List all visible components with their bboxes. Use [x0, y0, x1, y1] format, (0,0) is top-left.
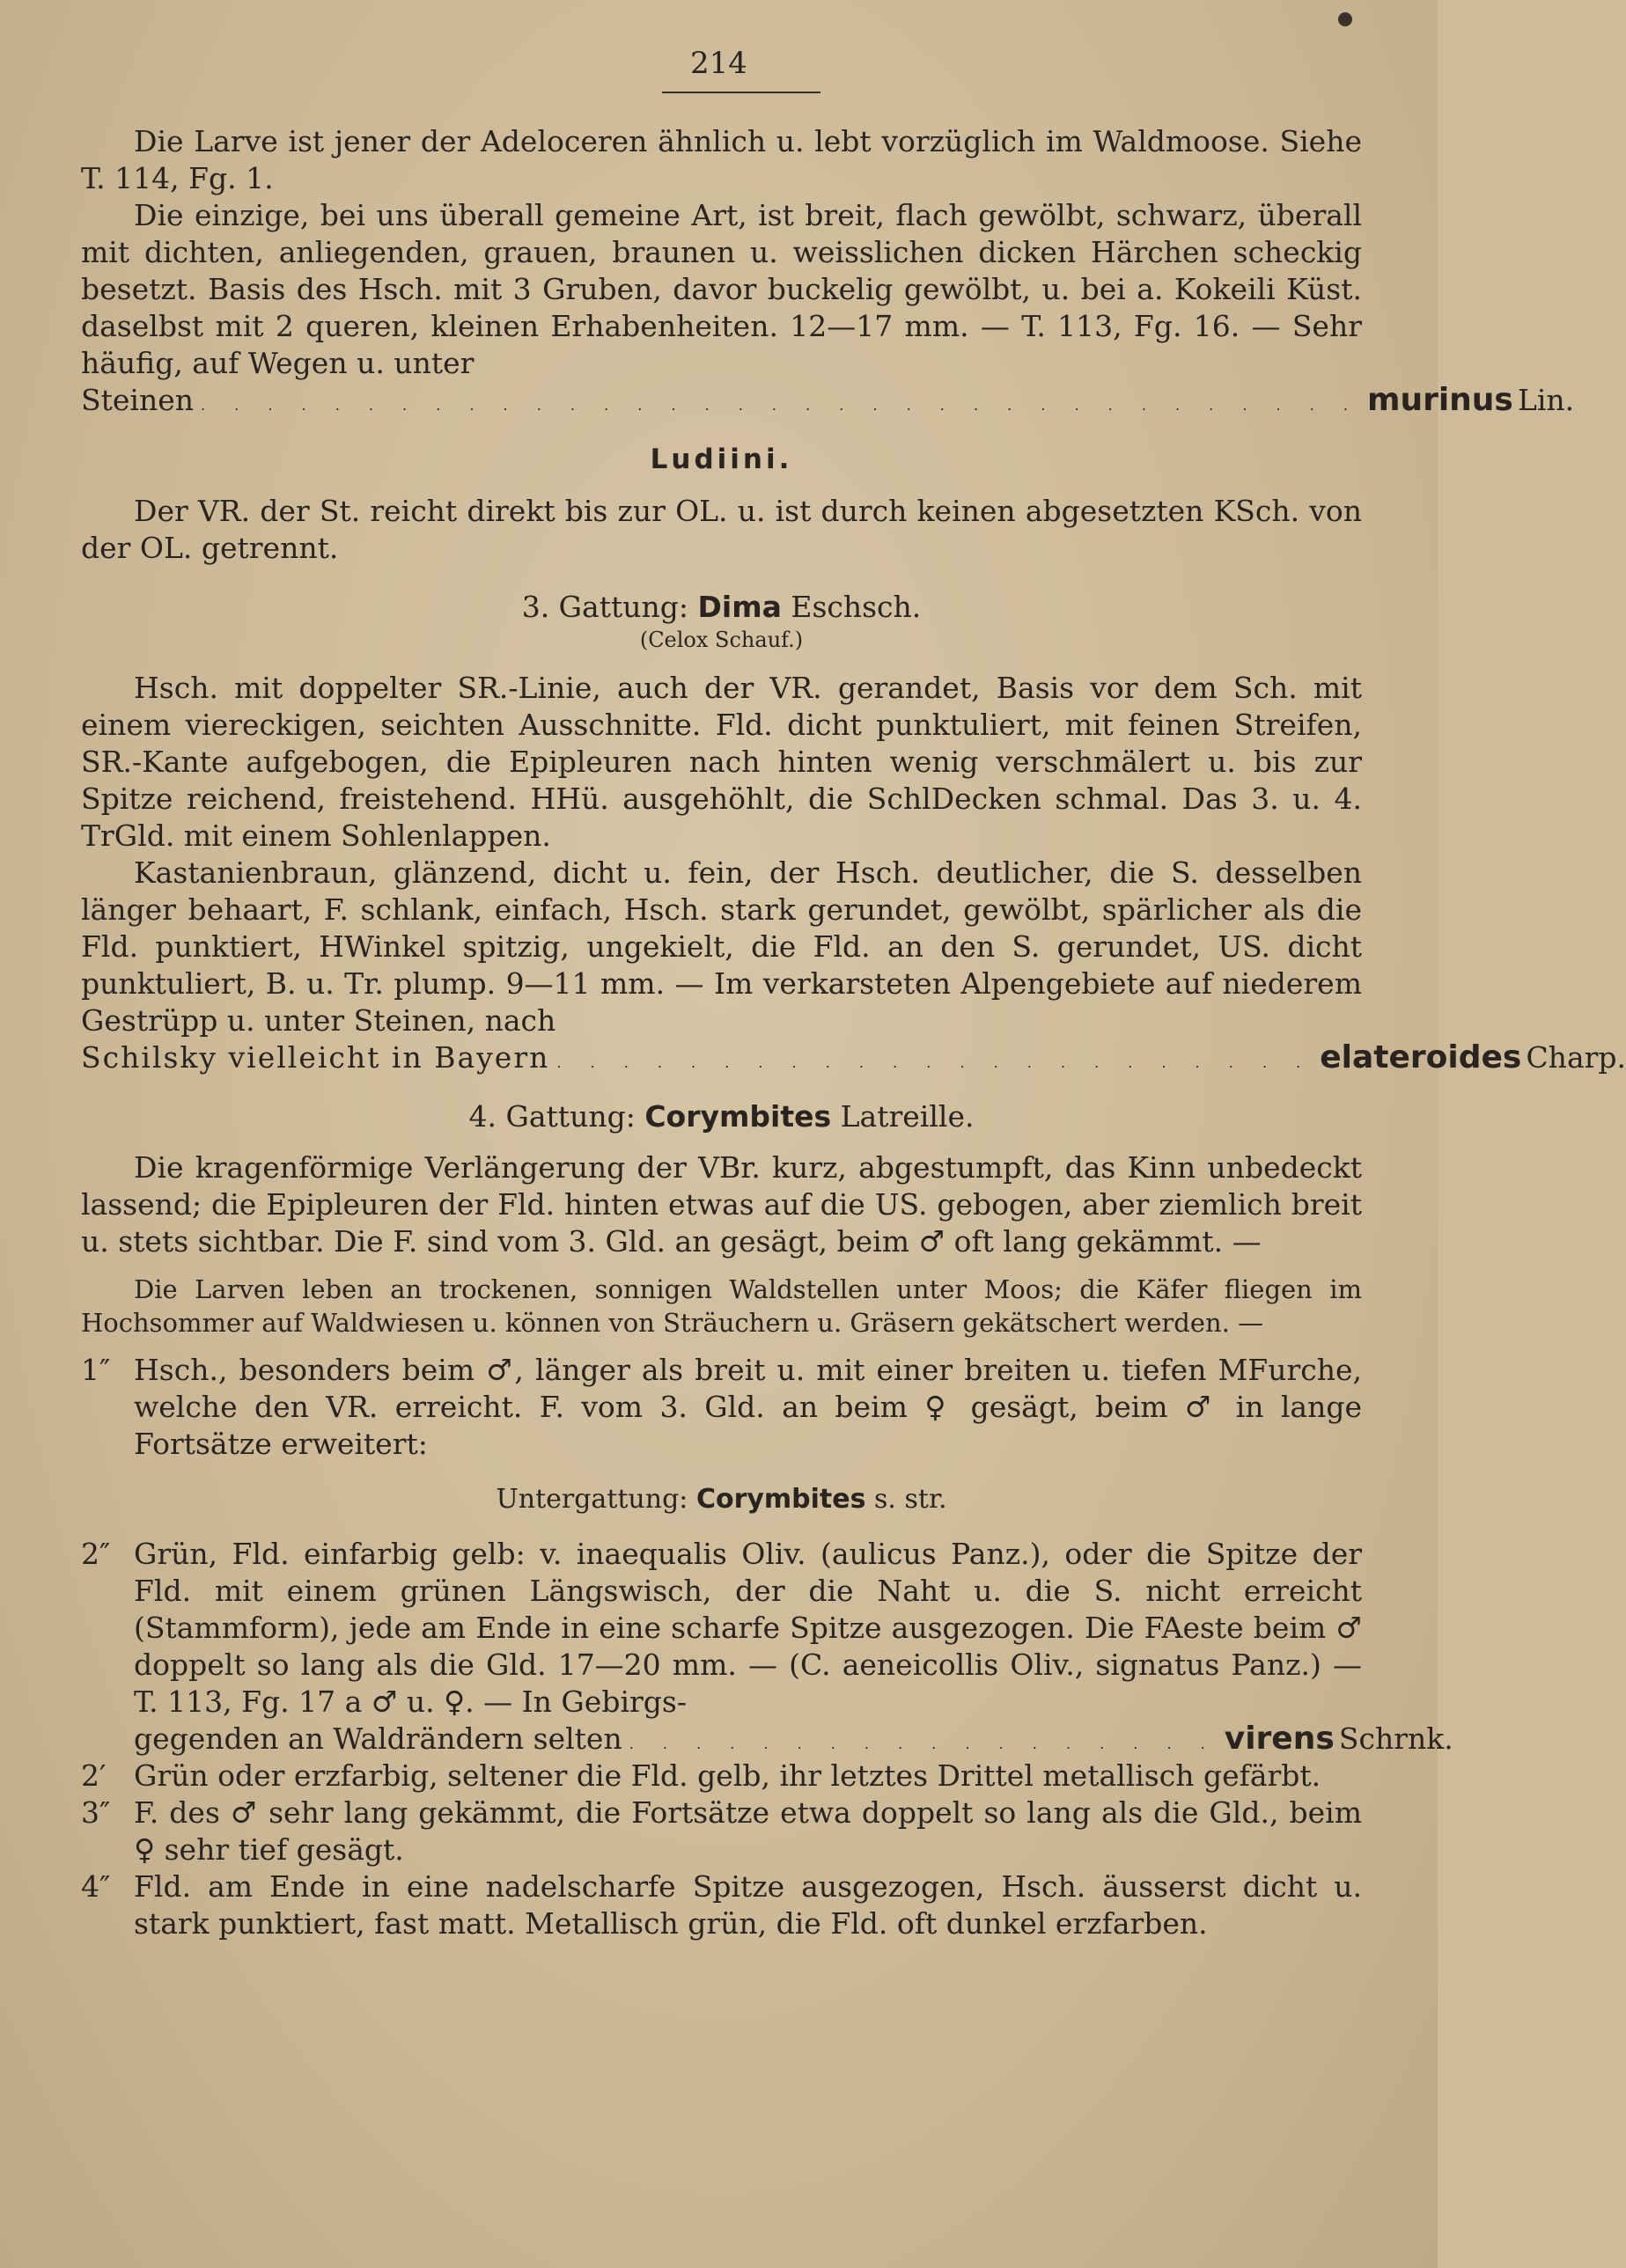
couplet-number: 2′ — [81, 1758, 107, 1793]
key-couplet-2 — [81, 1536, 1453, 1758]
couplet-text: Grün, Fld. einfarbig gelb: v. inaequalis Oliv. (aulicus Panz.), oder die Spitze der Fld. mit einem grünen Längswisch, der die Naht u. die S. nicht erreicht (Stammform), jede am Ende in eine scharfe Spitze ausgezogen. Die FAeste beim ♂ doppelt so lang als die Gld. 17—20 mm. — (C. aeneicollis Oliv., signatus Panz.) — T. 113, Fg. 17 a ♂ u. ♀. — In Gebirgs- — [134, 1537, 1362, 1719]
paragraph-description: Die einzige, bei uns überall gemeine Art, ist breit, flach gewölbt, schwarz, überall mit dichten, anliegenden, grauen, braunen u. weisslichen dicken Härchen scheckig besetzt. Basis des Hsch. mit 3 Gruben, davor buckelig gewölbt, u. bei a. Kokeili Küst. daselbst mit 2 queren, kleinen Erhabenheiten. 12—17 mm. — T. 113, Fg. 16. — Sehr häufig, auf Wegen u. unter — [81, 198, 1362, 380]
genus-author: Eschsch. — [791, 590, 922, 624]
leader-dots: . . . . . . . . . . . . . . . . . . . . . . . — [556, 1054, 1313, 1071]
key-couplet-3 — [81, 1795, 1362, 1868]
species-line-elateroides — [81, 1039, 1626, 1076]
paragraph-genus-dima: Hsch. mit doppelter SR.-Linie, auch der VR. gerandet, Basis vor dem Sch. mit einem viereckigen, seichten Ausschnitte. Fld. dicht punktuliert, mit feinen Streifen, SR.-Kante aufgebogen, die Epipleuren nach hinten wenig verschmälert u. bis zur Spitze reichend, freistehend. HHü. ausgehöhlt, die SchlDecken schmal. Das 3. u. 4. TrGld. mit einem Sohlenlappen. — [81, 671, 1362, 853]
leader-dots: . . . . . . . . . . . . . . . . . . — [629, 1736, 1218, 1752]
subgenus-prefix: Untergattung: — [496, 1484, 688, 1515]
paragraph-genus-corymbites: Die kragenförmige Verlängerung der VBr. kurz, abgestumpft, das Kinn unbedeckt lassend; die Epipleuren der Fld. hinten etwas auf die US. gebogen, aber ziemlich breit u. stets sichtbar. Die F. sind vom 3. Gld. an gesägt, beim ♂ oft lang gekämmt. — — [81, 1150, 1362, 1259]
couplet-text: Fld. am Ende in eine nadelscharfe Spitze ausgezogen, Hsch. äusserst dicht u. stark punktiert, fast matt. Metallisch grün, die Fld. oft dunkel erzfarben. — [134, 1869, 1362, 1941]
text-column — [81, 123, 1626, 1942]
species-line-murinus — [81, 382, 1575, 419]
couplet-number: 4″ — [81, 1869, 111, 1904]
genus-author: Latreille. — [840, 1099, 975, 1134]
genus-prefix: 3. Gattung: — [521, 590, 688, 624]
couplet-text: Hsch., besonders beim ♂, länger als breit u. mit einer breiten u. tiefen MFurche, welche den VR. erreicht. F. vom 3. Gld. an beim ♀ gesägt, beim ♂ in lange Fortsätze erweitert: — [134, 1353, 1362, 1461]
subgenus-name: Corymbites — [695, 1484, 866, 1515]
species-name: murinus — [1366, 382, 1513, 418]
couplet-number: 2″ — [81, 1537, 111, 1571]
species-name: virens — [1224, 1721, 1335, 1757]
paragraph-tribe: Der VR. der St. reicht direkt bis zur OL. u. ist durch keinen abgesetzten KSch. von der OL. getrennt. — [81, 494, 1362, 565]
subgenus-heading — [81, 1484, 1362, 1515]
paragraph-larvae: Die Larven leben an trockenen, sonnigen Waldstellen unter Moos; die Käfer fliegen im Hochsommer auf Waldwiesen u. können von Sträuchern u. Gräsern gekätschert werden. — — [81, 1274, 1362, 1338]
genus-heading-corymbites — [81, 1099, 1362, 1134]
header-rule — [662, 92, 820, 93]
leader-dots: . . . . . . . . . . . . . . . . . . . . . . . . . . . . . . . . . . . — [201, 397, 1360, 414]
species-author: Schrnk. — [1338, 1721, 1453, 1756]
paragraph-species-dima: Kastanienbraun, glänzend, dicht u. fein, der Hsch. deutlicher, die S. desselben länger behaart, F. schlank, einfach, Hsch. stark gerundet, gewölbt, spärlicher als die Fld. punktiert, HWinkel spitzig, ungekielt, die Fld. an den S. gerundet, US. dicht punktuliert, B. u. Tr. plump. 9—11 mm. — Im verkarsteten Alpengebiete auf niederem Gestrüpp u. unter Steinen, nach — [81, 855, 1362, 1038]
subgenus-suffix: s. str. — [874, 1484, 947, 1515]
genus-heading-dima — [81, 590, 1362, 624]
species-author: Charp. — [1526, 1040, 1626, 1075]
species-line-virens — [134, 1721, 1453, 1758]
genus-synonym: (Celox Schauf.) — [639, 628, 804, 652]
key-couplet-2b — [81, 1758, 1362, 1795]
key-couplet-4 — [81, 1868, 1362, 1942]
species-author: Lin. — [1517, 383, 1575, 417]
species-name: elateroides — [1320, 1039, 1522, 1075]
tribe-heading: Ludiini. — [650, 444, 793, 475]
leader-text: Steinen — [81, 383, 194, 417]
key-couplet-1 — [81, 1352, 1362, 1463]
paragraph-larva: Die Larve ist jener der Adeloceren ähnlich u. lebt vorzüglich im Waldmoose. Siehe T. 114, Fg. 1. — [81, 124, 1362, 195]
ink-spot — [1338, 12, 1352, 26]
page-number: 214 — [690, 46, 747, 81]
couplet-text: F. des ♂ sehr lang gekämmt, die Fortsätze etwa doppelt so lang als die Gld., beim ♀ sehr tief gesägt. — [134, 1795, 1362, 1867]
genus-prefix: 4. Gattung: — [468, 1099, 636, 1134]
genus-name: Corymbites — [644, 1099, 832, 1134]
couplet-text: Grün oder erzfarbig, seltener die Fld. gelb, ihr letztes Drittel metallisch gefärbt. — [134, 1758, 1321, 1793]
leader-text: Schilsky vielleicht in Bayern — [81, 1040, 550, 1075]
leader-text: gegenden an Waldrändern selten — [134, 1721, 622, 1756]
couplet-number: 1″ — [81, 1353, 111, 1387]
couplet-number: 3″ — [81, 1795, 111, 1830]
genus-name: Dima — [697, 590, 782, 624]
